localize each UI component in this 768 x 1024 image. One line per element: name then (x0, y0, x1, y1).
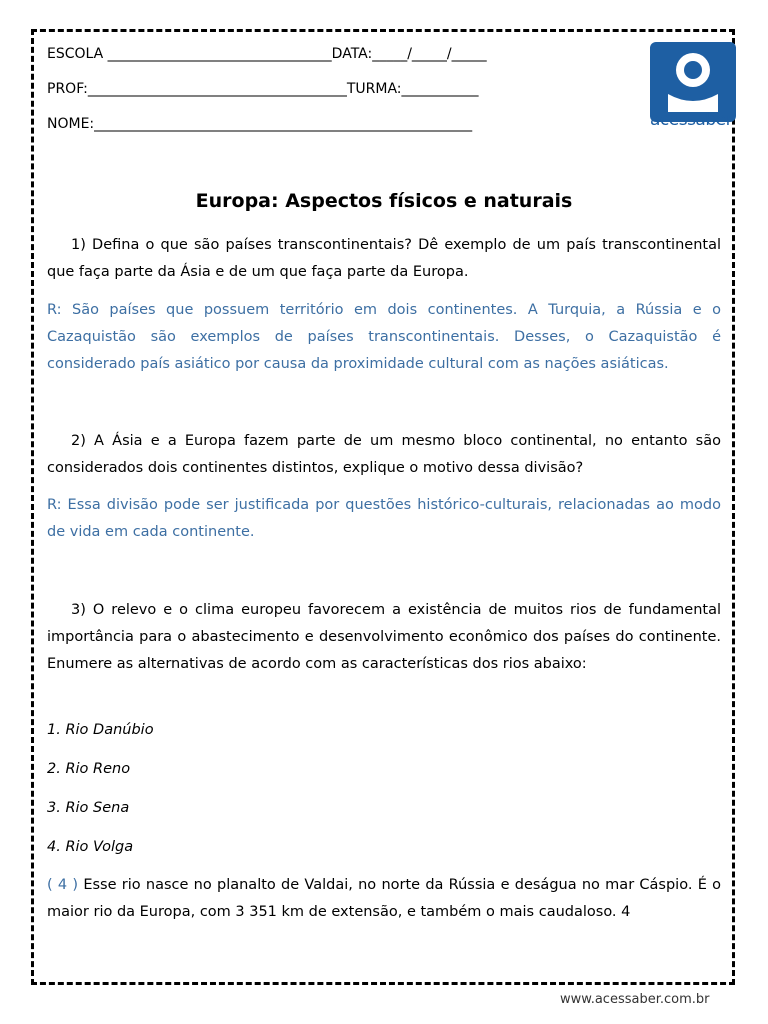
student-name-line: NOME:______________________________________________________ (47, 116, 473, 132)
acessaber-logo-text: acessaber (650, 110, 733, 130)
page-title: Europa: Aspectos físicos e naturais (195, 190, 573, 212)
footer-url: www.acessaber.com.br (560, 992, 710, 1007)
answer-1: R: São países que possuem território em dois continentes. A Turquia, a Rússia e o Cazaquistão são exemplos de países transcontinentais. Desses, o Cazaquistão é considerado país asiático por causa da proximidade cultural com as nações asiáticas. (47, 302, 721, 372)
alternative-1-text: Esse rio nasce no planalto de Valdai, no norte da Rússia e deságua no mar Cáspio. É o maior rio da Europa, com 3 351 km de extensão, e também o mais caudaloso. 4 (47, 877, 721, 920)
teacher-class-line: PROF:_____________________________________TURMA:___________ (47, 81, 479, 97)
alternative-1 (47, 872, 721, 926)
alternative-1-mark: ( 4 ) (47, 877, 79, 893)
river-item-3: 3. Rio Sena (47, 800, 130, 816)
question-3: 3) O relevo e o clima europeu favorecem a existência de muitos rios de fundamental importância para o abastecimento e desenvolvimento econômico dos países do continente. Enumere as alternativas de acordo com as características dos rios abaixo: (47, 602, 721, 672)
river-item-2: 2. Rio Reno (47, 761, 131, 777)
question-2: 2) A Ásia e a Europa fazem parte de um mesmo bloco continental, no entanto são considerados dois continentes distintos, explique o motivo dessa divisão? (47, 433, 721, 476)
river-item-4: 4. Rio Volga (47, 839, 134, 855)
school-date-line: ESCOLA ________________________________DATA:_____/_____/_____ (47, 46, 487, 62)
river-item-1: 1. Rio Danúbio (47, 722, 154, 738)
answer-2: R: Essa divisão pode ser justificada por questões histórico-culturais, relacionadas ao modo de vida em cada continente. (47, 497, 721, 540)
question-1: 1) Defina o que são países transcontinentais? Dê exemplo de um país transcontinental que faça parte da Ásia e de um que faça parte da Europa. (47, 237, 721, 280)
